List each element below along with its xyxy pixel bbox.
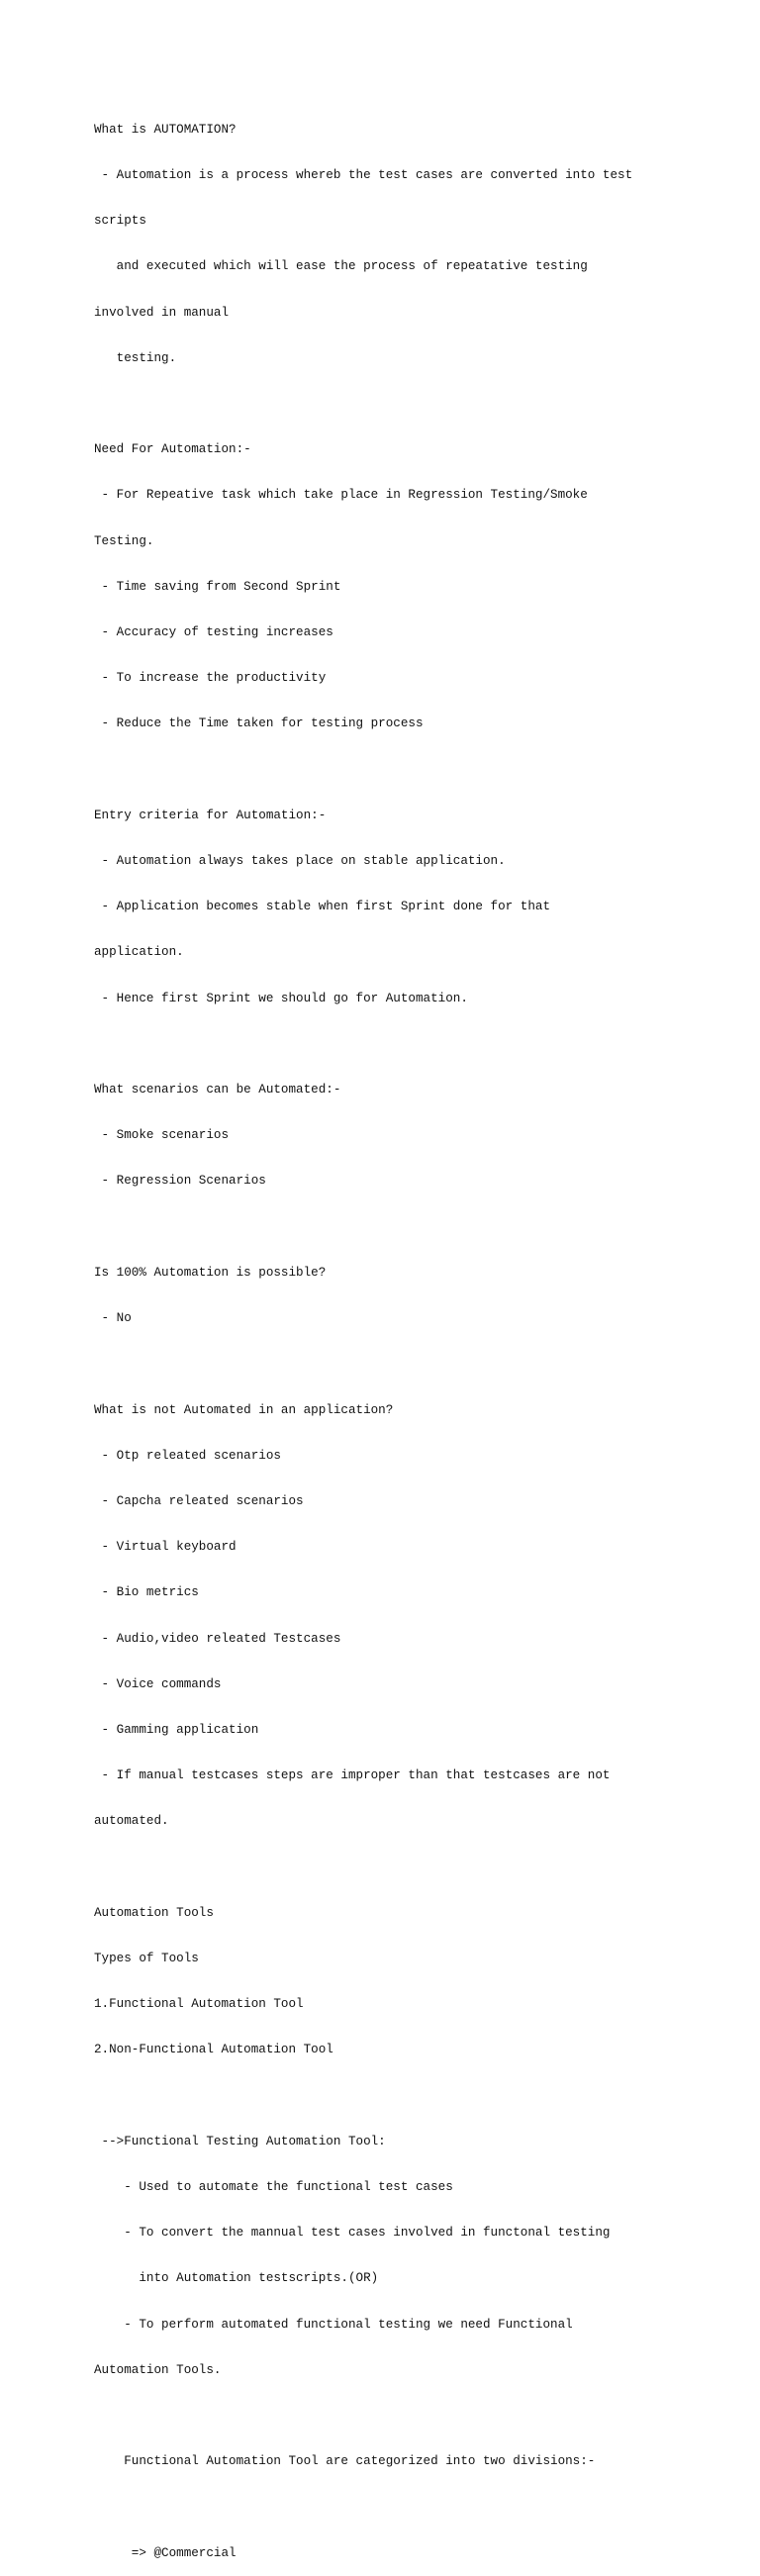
text-line: Types of Tools (94, 1951, 199, 1965)
blank-line (94, 1037, 747, 1052)
list-item: - Reduce the Time taken for testing process (94, 716, 424, 731)
list-item: - Voice commands (94, 1676, 222, 1691)
text-line: involved in manual (94, 305, 230, 320)
list-item: - For Repeative task which take place in Regression Testing/Smoke (94, 488, 588, 503)
list-item: - To increase the productivity (94, 671, 327, 686)
text-line: Testing. (94, 533, 154, 548)
list-item: 2.Non-Functional Automation Tool (94, 2043, 333, 2057)
list-item: - Hence first Sprint we should go for Automation. (94, 991, 468, 1005)
blank-line (94, 2409, 747, 2424)
list-item: => @Commercial (94, 2545, 237, 2560)
list-item: - Gamming application (94, 1722, 259, 1737)
list-item: - Virtual keyboard (94, 1540, 237, 1555)
text-line: Automation Tools. (94, 2362, 222, 2377)
blank-line (94, 1220, 747, 1235)
heading-need-for-automation: Need For Automation:- (94, 442, 251, 457)
text-line: automated. (94, 1814, 169, 1829)
text-line: Functional Automation Tool are categorized into two divisions:- (94, 2454, 596, 2469)
list-item: - Time saving from Second Sprint (94, 579, 341, 594)
list-item: - To perform automated functional testing we need Functional (94, 2317, 573, 2332)
list-item: - Used to automate the functional test cases (94, 2179, 453, 2194)
text-line: and executed which will ease the process of repeatative testing (94, 259, 588, 274)
list-item: - Capcha releated scenarios (94, 1493, 304, 1508)
heading-is-100-possible: Is 100% Automation is possible? (94, 1265, 327, 1280)
list-item: - No (94, 1311, 132, 1326)
list-item: - Accuracy of testing increases (94, 625, 333, 640)
list-item: - Regression Scenarios (94, 1174, 266, 1189)
list-item: - Audio,video releated Testcases (94, 1631, 341, 1646)
heading-functional-testing-tool: -->Functional Testing Automation Tool: (94, 2134, 386, 2148)
heading-what-is-automation: What is AUTOMATION? (94, 122, 237, 137)
list-item: - Bio metrics (94, 1585, 199, 1600)
blank-line (94, 2500, 747, 2515)
heading-entry-criteria: Entry criteria for Automation:- (94, 808, 327, 822)
text-line: testing. (94, 350, 177, 365)
heading-not-automated: What is not Automated in an application? (94, 1402, 394, 1417)
text-line: application. (94, 945, 184, 960)
blank-line (94, 1860, 747, 1875)
heading-automation-tools: Automation Tools (94, 1905, 214, 1920)
text-line: into Automation testscripts.(OR) (94, 2271, 379, 2286)
heading-what-scenarios: What scenarios can be Automated:- (94, 1083, 341, 1097)
list-item: - Otp releated scenarios (94, 1448, 281, 1463)
list-item: - Smoke scenarios (94, 1128, 230, 1143)
text-line: scripts (94, 214, 146, 229)
list-item: - Automation always takes place on stable application. (94, 854, 506, 869)
list-item: 1.Functional Automation Tool (94, 1997, 304, 2012)
list-item: - To convert the mannual test cases involved in functonal testing (94, 2226, 611, 2241)
blank-line (94, 763, 747, 778)
blank-line (94, 397, 747, 412)
blank-line (94, 1357, 747, 1372)
blank-line (94, 2089, 747, 2104)
text-line: - Automation is a process whereb the test cases are converted into test (94, 168, 633, 183)
document-body (94, 92, 747, 2576)
list-item: - Application becomes stable when first Sprint done for that (94, 900, 551, 914)
list-item: - If manual testcases steps are improper than that testcases are not (94, 1768, 611, 1783)
